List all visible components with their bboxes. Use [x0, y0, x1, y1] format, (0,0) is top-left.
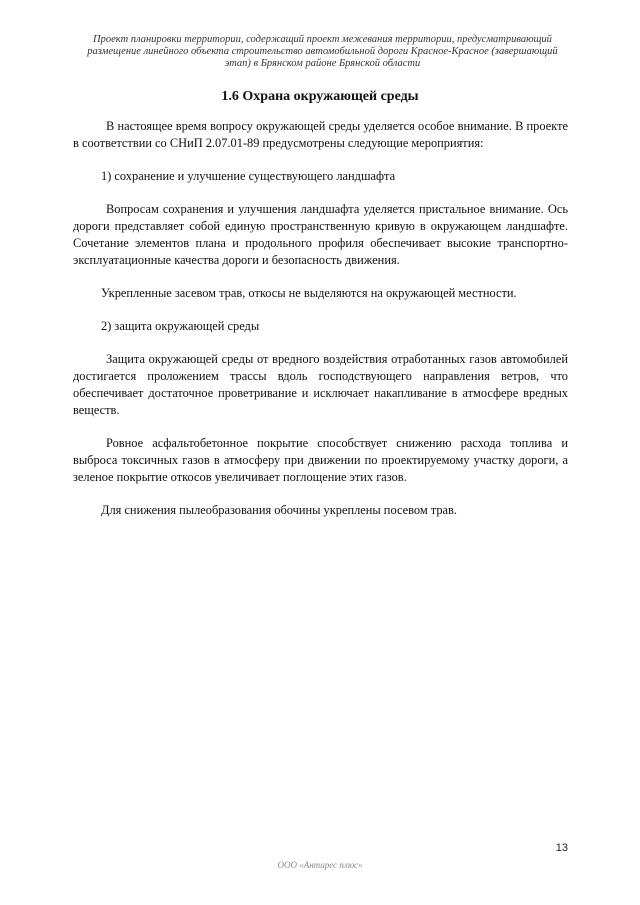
paragraph-dust: Для снижения пылеобразования обочины укреплены посевом трав.: [101, 503, 457, 517]
measure-heading-landscape: 1) сохранение и улучшение существующего ландшафта: [101, 169, 396, 183]
footer-organization: ООО «Антарес плюс»: [277, 860, 363, 870]
header-line-3: этап) в Брянском районе Брянской области: [224, 58, 421, 69]
measure-heading-environment: 2) защита окружающей среды: [101, 319, 260, 333]
paragraph-pavement: Ровное асфальтобетонное покрытие способствует снижению расхода топлива и выброса токсичных газов в атмосферу при движении по проектируемому участку дороги, а зеленое покрытие откосов увеличивает поглощение этих газов.: [73, 436, 568, 484]
section-title: 1.6 Охрана окружающей среды: [221, 89, 419, 104]
document-body: [73, 118, 568, 535]
running-header: [70, 34, 575, 70]
paragraph-exhaust-protection: Защита окружающей среды от вредного воздействия отработанных газов автомобилей достигается проложением трассы вдоль господствующего направления ветров, что обеспечивает достаточное проветривание и исключает накапливание в атмосфере вредных веществ.: [73, 352, 568, 417]
header-line-2: размещение линейного объекта строительство автомобильной дороги Красное-Красное (завершающий: [87, 46, 558, 57]
paragraph-landscape: Вопросам сохранения и улучшения ландшафта уделяется пристальное внимание. Ось дороги представляет собой единую пространственную кривую в окружающем ландшафте. Сочетание элементов плана и продольного профиля обеспечивает высокие транспортно-эксплуатационные качества дороги и безопасность движения.: [73, 202, 568, 267]
paragraph-intro: В настоящее время вопросу окружающей среды уделяется особое внимание. В проекте в соответствии со СНиП 2.07.01-89 предусмотрены следующие мероприятия:: [73, 119, 568, 150]
paragraph-slopes: Укрепленные засевом трав, откосы не выделяются на окружающей местности.: [101, 286, 517, 300]
page-number: 13: [555, 842, 568, 854]
header-line-1: Проект планировки территории, содержащий проект межевания территории, предусматривающий: [93, 34, 552, 45]
